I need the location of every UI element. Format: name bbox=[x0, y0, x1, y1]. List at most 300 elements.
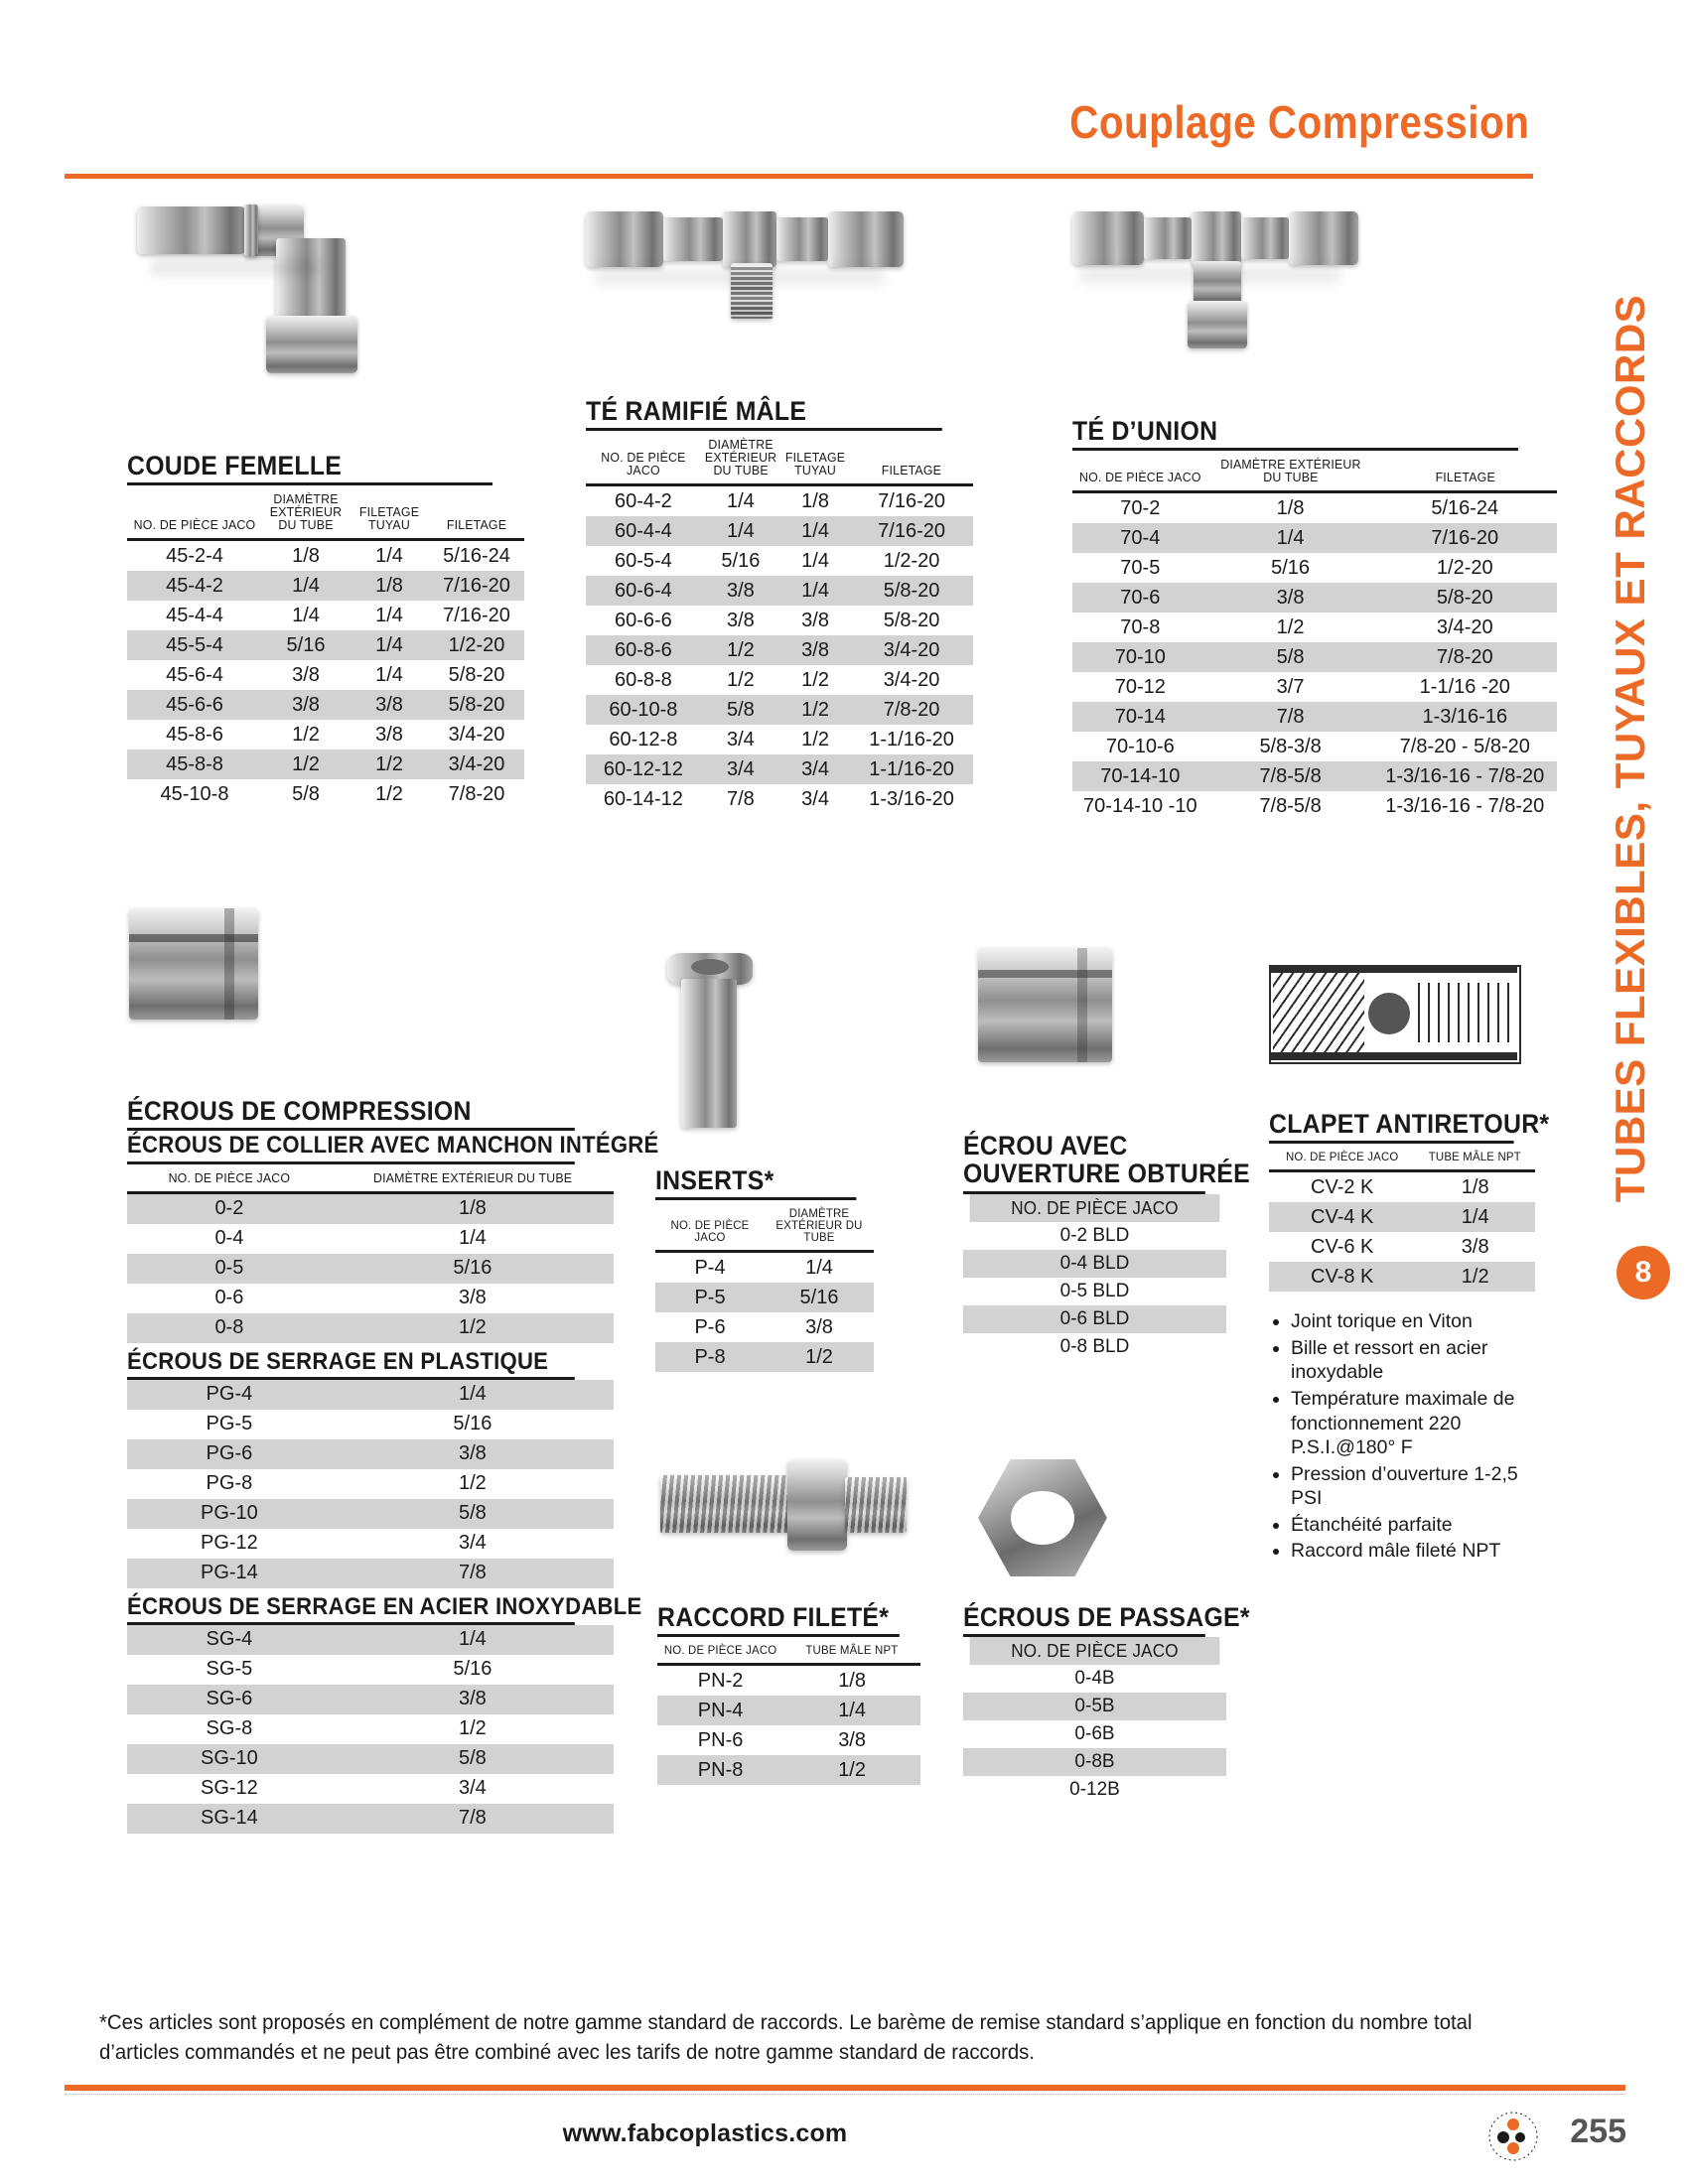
cell-tube-od: 3/8 bbox=[332, 1685, 614, 1714]
cell-tube-od: 5/8 bbox=[701, 695, 780, 725]
cell-tube-od: 5/16 bbox=[262, 630, 350, 660]
section-clapet-antiretour bbox=[1269, 1109, 1550, 1566]
cell-tube-od: 7/8 bbox=[332, 1804, 614, 1834]
cell-tube-od: 7/8 bbox=[1208, 702, 1373, 732]
cell-part-no: SG-8 bbox=[206, 1717, 253, 1740]
table-row bbox=[657, 1725, 920, 1755]
cell-pipe-thread: 1/4 bbox=[375, 544, 403, 567]
cell-part-no: 0-5 BLD bbox=[1059, 1280, 1130, 1301]
list-item: • Raccord mâle fileté NPT bbox=[1291, 1539, 1535, 1564]
table-row bbox=[127, 630, 524, 660]
cell-tube-od: 3/8 bbox=[1208, 583, 1373, 613]
raccord-filete-body bbox=[657, 1665, 920, 1786]
table-row bbox=[127, 1714, 614, 1744]
table-row bbox=[127, 660, 524, 690]
col-header-part-no: NO. DE PIÈCE JACO bbox=[670, 1218, 750, 1245]
cell-thread: 3/4-20 bbox=[883, 668, 940, 691]
table-row bbox=[586, 606, 973, 635]
cell-tube-od: 3/8 bbox=[726, 609, 755, 631]
table-row bbox=[127, 1559, 614, 1588]
inserts-table bbox=[655, 1200, 874, 1372]
cell-thread: 5/16-24 bbox=[443, 544, 510, 567]
cell-part-no: 0-6B bbox=[1074, 1723, 1115, 1745]
cell-part-no: 70-8 bbox=[1120, 615, 1161, 638]
col-header-part-no: NO. DE PIÈCE JACO bbox=[1285, 1150, 1399, 1164]
table-row bbox=[1072, 492, 1557, 524]
cell-pipe-thread: 3/8 bbox=[780, 635, 850, 665]
cell-pipe-thread: 3/8 bbox=[375, 723, 403, 746]
cell-tube-od: 5/16 bbox=[453, 1658, 492, 1681]
cell-part-no: CV-6 K bbox=[1311, 1235, 1374, 1258]
photo-inserts bbox=[655, 953, 765, 1137]
cell-tube-od: 1/8 bbox=[292, 544, 320, 567]
section-coude-femelle bbox=[127, 452, 524, 809]
table-row bbox=[127, 1284, 614, 1313]
cell-pipe-thread: 1/4 bbox=[350, 630, 429, 660]
cell-part-no: 0-6 BLD bbox=[963, 1305, 1226, 1333]
cell-thread: 5/8-20 bbox=[883, 609, 940, 631]
te-union-body bbox=[1072, 492, 1557, 822]
cell-thread: 7/8-20 - 5/8-20 bbox=[1399, 735, 1530, 757]
cell-part-no: 70-10-6 bbox=[1105, 735, 1175, 757]
ecrous-compression-body bbox=[127, 1192, 614, 1343]
cell-part-no: 0-8 bbox=[127, 1313, 332, 1343]
footer-website-url[interactable]: www.fabcoplastics.com bbox=[562, 2119, 848, 2147]
list-item: • Pression d’ouverture 1-2,5 PSI bbox=[1291, 1462, 1535, 1511]
cell-tube-od: 5/8 bbox=[332, 1744, 614, 1774]
cell-tube-od: 1/4 bbox=[292, 604, 320, 626]
te-union-table bbox=[1072, 451, 1557, 821]
te-union-title: TÉ D’UNION bbox=[1072, 417, 1518, 451]
cell-thread: 5/8-20 bbox=[448, 663, 505, 686]
cell-part-no: 60-4-4 bbox=[586, 516, 701, 546]
cell-tube-od: 5/16 bbox=[765, 1283, 874, 1312]
cell-tube-od: 7/8-5/8 bbox=[1259, 794, 1322, 817]
table-row bbox=[1072, 672, 1557, 702]
cell-part-no: 70-5 bbox=[1120, 556, 1161, 579]
cell-part-no: PG-4 bbox=[127, 1380, 332, 1410]
cell-tube-od: 3/8 bbox=[805, 1315, 833, 1338]
table-row bbox=[586, 754, 973, 784]
table-row bbox=[586, 665, 973, 695]
cell-pipe-thread: 1/2 bbox=[780, 695, 850, 725]
list-item: • Bille et ressort en acier inoxydable bbox=[1291, 1336, 1535, 1385]
table-row bbox=[655, 1312, 874, 1342]
cell-tube-od: 1/2 bbox=[262, 750, 350, 779]
cell-part-no: 45-4-2 bbox=[127, 571, 262, 601]
cell-thread: 1/2-20 bbox=[1436, 556, 1493, 579]
table-header-row bbox=[586, 431, 973, 485]
table-row bbox=[127, 1499, 614, 1529]
cell-tube-od: 1/2 bbox=[701, 635, 780, 665]
photo-coude-femelle bbox=[127, 199, 415, 397]
page-title: Couplage Compression bbox=[1068, 96, 1529, 148]
table-header-row bbox=[127, 485, 524, 540]
cell-tube-od: 1/2 bbox=[458, 1472, 487, 1495]
cell-part-no: SG-12 bbox=[200, 1777, 258, 1800]
table-row bbox=[657, 1665, 920, 1697]
cell-tube-od: 3/4 bbox=[726, 728, 755, 751]
table-row bbox=[1072, 523, 1557, 553]
cell-tube-od: 5/8-3/8 bbox=[1259, 735, 1322, 757]
cell-male-npt: 1/4 bbox=[1415, 1202, 1535, 1232]
table-row bbox=[1072, 761, 1557, 791]
table-row bbox=[1072, 732, 1557, 761]
cell-part-no: 0-6 bbox=[214, 1287, 244, 1309]
cell-thread: 1-3/16-16 - 7/8-20 bbox=[1385, 794, 1545, 817]
cell-part-no: 70-6 bbox=[1072, 583, 1208, 613]
cell-part-no: 60-6-6 bbox=[614, 609, 672, 631]
raccord-filete-table bbox=[657, 1637, 920, 1785]
cell-part-no: PG-8 bbox=[206, 1472, 253, 1495]
cell-tube-od: 3/8 bbox=[458, 1287, 487, 1309]
cell-thread: 7/8-20 bbox=[448, 782, 505, 805]
ecrou-obturee-title-line2: OUVERTURE OBTURÉE bbox=[963, 1160, 1205, 1193]
cell-pipe-thread: 1/4 bbox=[375, 663, 403, 686]
col-header-part-no: NO. DE PIÈCE JACO bbox=[601, 450, 686, 478]
cell-tube-od: 3/8 bbox=[292, 663, 320, 686]
col-header-tube-od: DIAMÈTRE EXTÉRIEUR DU TUBE bbox=[775, 1206, 863, 1245]
col-header-male-npt: TUBE MÂLE NPT bbox=[1429, 1150, 1522, 1164]
cell-part-no: 60-8-6 bbox=[586, 635, 701, 665]
cell-part-no: P-5 bbox=[655, 1283, 765, 1312]
table-row bbox=[586, 695, 973, 725]
ecrou-obturee-table bbox=[963, 1194, 1226, 1361]
cell-tube-od: 1/2 bbox=[765, 1342, 874, 1372]
table-row bbox=[586, 485, 973, 517]
cell-part-no: 60-12-8 bbox=[609, 728, 678, 751]
cell-pipe-thread: 1/4 bbox=[780, 576, 850, 606]
cell-pipe-thread: 3/4 bbox=[780, 754, 850, 784]
clapet-title: CLAPET ANTIRETOUR* bbox=[1269, 1110, 1514, 1144]
cell-male-npt: 1/4 bbox=[783, 1696, 920, 1725]
table-row bbox=[127, 1655, 614, 1685]
cell-part-no: SG-14 bbox=[127, 1804, 332, 1834]
cell-part-no: CV-8 K bbox=[1269, 1262, 1415, 1292]
table-header-row bbox=[963, 1637, 1226, 1665]
table-row bbox=[586, 516, 973, 546]
cell-part-no: P-6 bbox=[694, 1315, 726, 1338]
photo-te-ramifie-male bbox=[586, 204, 904, 387]
ecrous-passage-table bbox=[963, 1637, 1226, 1804]
cell-part-no: CV-4 K bbox=[1269, 1202, 1415, 1232]
cell-part-no: 45-8-6 bbox=[166, 723, 223, 746]
table-row bbox=[1072, 583, 1557, 613]
cell-thread: 5/8-20 bbox=[1373, 583, 1557, 613]
inserts-title: INSERTS* bbox=[655, 1166, 856, 1200]
section-ecrous-compression bbox=[127, 1096, 659, 1834]
cell-part-no: 60-8-8 bbox=[614, 668, 672, 691]
table-row bbox=[127, 1685, 614, 1714]
cell-tube-od: 3/4 bbox=[458, 1777, 487, 1800]
coude-femelle-body bbox=[127, 540, 524, 810]
cell-tube-od: 1/4 bbox=[458, 1227, 487, 1250]
cell-tube-od: 1/2 bbox=[332, 1313, 614, 1343]
cell-part-no: 70-2 bbox=[1120, 496, 1161, 519]
inserts-body bbox=[655, 1252, 874, 1373]
col-header-thread: FILETAGE bbox=[881, 463, 942, 478]
cell-thread: 1-3/16-16 - 7/8-20 bbox=[1373, 761, 1557, 791]
col-header-part-no: NO. DE PIÈCE JACO bbox=[970, 1194, 1220, 1222]
cell-part-no: CV-2 K bbox=[1311, 1175, 1374, 1198]
cell-part-no: 0-8 BLD bbox=[1059, 1335, 1130, 1357]
cell-pipe-thread: 3/8 bbox=[801, 609, 829, 631]
table-row bbox=[127, 1224, 614, 1254]
cell-thread: 5/8-20 bbox=[850, 576, 973, 606]
cell-tube-od: 1/4 bbox=[332, 1625, 614, 1655]
col-header-male-npt: TUBE MÂLE NPT bbox=[805, 1643, 899, 1658]
ecrous-inox-body bbox=[127, 1625, 614, 1834]
cell-pipe-thread: 1/2 bbox=[375, 782, 403, 805]
cell-male-npt: 1/2 bbox=[1415, 1262, 1535, 1292]
table-row bbox=[963, 1278, 1226, 1305]
cell-tube-od: 5/8 bbox=[1208, 642, 1373, 672]
table-row bbox=[1269, 1262, 1535, 1292]
col-header-part-no: NO. DE PIÈCE JACO bbox=[663, 1643, 777, 1658]
cell-male-npt: 1/8 bbox=[838, 1669, 866, 1692]
table-row bbox=[127, 1469, 614, 1499]
photo-te-union bbox=[1072, 204, 1360, 397]
table-row bbox=[127, 720, 524, 750]
cell-part-no: PN-2 bbox=[697, 1669, 744, 1692]
footer-divider bbox=[65, 2085, 1625, 2091]
cell-part-no: 0-12B bbox=[1069, 1779, 1120, 1801]
ecrous-collier-subtitle: ÉCROUS DE COLLIER AVEC MANCHON INTÉGRÉ bbox=[127, 1133, 575, 1163]
cell-tube-od: 3/4 bbox=[701, 754, 780, 784]
section-ecrous-passage bbox=[963, 1602, 1250, 1804]
table-row bbox=[655, 1252, 874, 1284]
cell-part-no: 70-10 bbox=[1072, 642, 1208, 672]
cell-part-no: 45-6-4 bbox=[166, 663, 223, 686]
cell-part-no: 0-2 BLD bbox=[1059, 1224, 1130, 1246]
cell-male-npt: 3/8 bbox=[1461, 1235, 1489, 1258]
section-te-ramifie-male bbox=[586, 397, 973, 814]
cell-thread: 3/4-20 bbox=[429, 750, 524, 779]
table-row bbox=[657, 1696, 920, 1725]
photo-raccord-filete bbox=[660, 1449, 909, 1578]
cell-thread: 3/4-20 bbox=[850, 635, 973, 665]
ecrous-passage-title: ÉCROUS DE PASSAGE* bbox=[963, 1603, 1205, 1637]
cell-tube-od: 3/4 bbox=[458, 1532, 487, 1555]
ecrous-inox-title: ÉCROUS DE SERRAGE EN ACIER INOXYDABLE bbox=[127, 1594, 575, 1625]
table-row bbox=[127, 1774, 614, 1804]
cell-part-no: PG-10 bbox=[127, 1499, 332, 1529]
cell-thread: 3/4-20 bbox=[448, 723, 505, 746]
ecrou-obturee-title-line1: ÉCROU AVEC bbox=[963, 1131, 1128, 1160]
cell-part-no: 45-2-4 bbox=[166, 544, 223, 567]
cell-part-no: 70-12 bbox=[1114, 675, 1166, 698]
ecrou-obturee-body bbox=[963, 1222, 1226, 1361]
table-row bbox=[1072, 791, 1557, 821]
cell-thread: 5/8-20 bbox=[429, 690, 524, 720]
col-header-thread: FILETAGE bbox=[446, 517, 507, 533]
table-row bbox=[127, 1529, 614, 1559]
cell-part-no: SG-5 bbox=[206, 1658, 253, 1681]
col-header-tube-od: DIAMÈTRE EXTÉRIEUR DU TUBE bbox=[372, 1169, 573, 1185]
table-header-row bbox=[655, 1200, 874, 1252]
cell-tube-od: 5/8 bbox=[332, 1499, 614, 1529]
cell-thread: 7/16-20 bbox=[443, 604, 510, 626]
section-number-badge: 8 bbox=[1617, 1246, 1670, 1299]
cell-part-no: 0-5 bbox=[127, 1254, 332, 1284]
cell-tube-od: 1/4 bbox=[726, 489, 755, 512]
cell-tube-od: 5/16 bbox=[1271, 556, 1311, 579]
table-row bbox=[127, 1192, 614, 1224]
col-header-tube-od: DIAMÈTRE EXTÉRIEUR DU TUBE bbox=[704, 437, 777, 478]
cell-part-no: 0-5B bbox=[963, 1693, 1226, 1720]
cell-tube-od: 5/16 bbox=[721, 549, 761, 572]
cell-tube-od: 1/4 bbox=[1208, 523, 1373, 553]
table-row bbox=[1269, 1202, 1535, 1232]
col-header-pipe-thread: FILETAGE TUYAU bbox=[358, 504, 420, 533]
coude-femelle-table bbox=[127, 485, 524, 809]
cell-thread: 3/4-20 bbox=[1436, 615, 1493, 638]
table-row bbox=[127, 1410, 614, 1439]
col-header-part-no: NO. DE PIÈCE JACO bbox=[168, 1169, 291, 1185]
cell-part-no: PG-6 bbox=[127, 1439, 332, 1469]
list-item: • Joint torique en Viton bbox=[1291, 1309, 1535, 1334]
photo-ecrous-passage bbox=[978, 1459, 1112, 1588]
cell-pipe-thread: 1/4 bbox=[780, 516, 850, 546]
table-header-row bbox=[1072, 451, 1557, 492]
cell-part-no: SG-6 bbox=[127, 1685, 332, 1714]
cell-part-no: SG-10 bbox=[127, 1744, 332, 1774]
cell-thread: 7/16-20 bbox=[1373, 523, 1557, 553]
cell-tube-od: 7/8 bbox=[726, 787, 755, 810]
table-row bbox=[1072, 613, 1557, 642]
cell-tube-od: 1/4 bbox=[262, 571, 350, 601]
table-header-row bbox=[1269, 1144, 1535, 1171]
cell-part-no: 45-10-8 bbox=[160, 782, 229, 805]
cell-tube-od: 1/4 bbox=[805, 1256, 833, 1279]
table-row bbox=[963, 1693, 1226, 1720]
ecrous-compression-table bbox=[127, 1164, 614, 1343]
fabco-logo-icon bbox=[1487, 2111, 1539, 2162]
raccord-filete-title: RACCORD FILETÉ* bbox=[657, 1603, 900, 1637]
cell-thread: 1-3/16-16 bbox=[1373, 702, 1557, 732]
cell-part-no: PN-6 bbox=[697, 1728, 744, 1751]
cell-pipe-thread: 1/8 bbox=[801, 489, 829, 512]
table-row bbox=[127, 1744, 614, 1774]
cell-part-no: 45-4-4 bbox=[166, 604, 223, 626]
footnote: *Ces articles sont proposés en complément de notre gamme standard de raccords. Le barème de remise standard s’applique en fonction du nombre total d’articles commandés et ne peut pas être combiné avec les tarifs de notre gamme standard de raccords. bbox=[99, 2011, 1473, 2064]
cell-tube-od: 1/4 bbox=[332, 1380, 614, 1410]
cell-part-no: 60-12-12 bbox=[586, 754, 701, 784]
table-header-row bbox=[963, 1194, 1226, 1222]
table-row bbox=[963, 1333, 1226, 1361]
te-ramifie-male-body bbox=[586, 485, 973, 815]
cell-part-no: SG-4 bbox=[127, 1625, 332, 1655]
table-row bbox=[655, 1283, 874, 1312]
cell-thread: 7/16-20 bbox=[878, 489, 945, 512]
cell-tube-od: 3/8 bbox=[262, 690, 350, 720]
cell-part-no: 70-14-10 bbox=[1072, 761, 1208, 791]
cell-part-no: 60-14-12 bbox=[603, 787, 683, 810]
footer-dotted-divider bbox=[65, 2093, 1625, 2095]
col-header-tube-od: DIAMÈTRE EXTÉRIEUR DU TUBE bbox=[1219, 457, 1361, 485]
col-header-part-no: NO. DE PIÈCE JACO bbox=[133, 517, 256, 533]
table-row bbox=[657, 1755, 920, 1785]
cell-pipe-thread: 1/4 bbox=[375, 604, 403, 626]
table-row bbox=[963, 1665, 1226, 1693]
table-row bbox=[127, 690, 524, 720]
table-row bbox=[586, 546, 973, 576]
section-raccord-filete bbox=[657, 1603, 920, 1785]
cell-tube-od: 7/8-5/8 bbox=[1208, 761, 1373, 791]
cell-pipe-thread: 1/8 bbox=[350, 571, 429, 601]
table-row bbox=[127, 1313, 614, 1343]
table-row bbox=[1072, 642, 1557, 672]
ecrous-inox-table bbox=[127, 1625, 614, 1834]
table-row bbox=[1072, 553, 1557, 583]
list-item: • Étanchéité parfaite bbox=[1291, 1513, 1535, 1538]
cell-part-no: 0-4 BLD bbox=[963, 1250, 1226, 1278]
page-number: 255 bbox=[1570, 2113, 1626, 2150]
table-row bbox=[655, 1342, 874, 1372]
cell-pipe-thread: 1/2 bbox=[801, 668, 829, 691]
photo-ecrou-obturee bbox=[978, 948, 1117, 1077]
col-header-thread: FILETAGE bbox=[1435, 470, 1495, 485]
table-row bbox=[1269, 1232, 1535, 1262]
cell-thread: 5/16-24 bbox=[1431, 496, 1499, 519]
table-row bbox=[586, 784, 973, 814]
table-row bbox=[963, 1748, 1226, 1776]
cell-tube-od: 1/2 bbox=[1276, 615, 1305, 638]
photo-ecrous-compression bbox=[129, 908, 263, 1032]
cell-thread: 1-1/16-20 bbox=[869, 728, 954, 751]
cell-part-no: P-8 bbox=[655, 1342, 765, 1372]
cell-thread: 1/2-20 bbox=[883, 549, 940, 572]
cell-part-no: 0-2 bbox=[127, 1192, 332, 1224]
ecrous-passage-body bbox=[963, 1665, 1226, 1804]
cell-part-no: P-4 bbox=[694, 1256, 726, 1279]
cell-part-no: 70-14 bbox=[1072, 702, 1208, 732]
table-row bbox=[963, 1222, 1226, 1250]
table-row bbox=[127, 750, 524, 779]
table-row bbox=[127, 601, 524, 630]
table-row bbox=[586, 576, 973, 606]
cell-male-npt: 1/8 bbox=[1461, 1175, 1489, 1198]
cell-thread: 7/16-20 bbox=[429, 571, 524, 601]
table-row bbox=[127, 779, 524, 809]
cell-part-no: PN-8 bbox=[657, 1755, 783, 1785]
table-header-row bbox=[127, 1164, 614, 1193]
cell-part-no: 60-10-8 bbox=[586, 695, 701, 725]
list-item: • Température maximale de fonctionnement 220 P.S.I.@180° F bbox=[1291, 1387, 1535, 1460]
cell-part-no: 0-4B bbox=[1074, 1668, 1115, 1690]
table-row bbox=[963, 1305, 1226, 1333]
cell-part-no: 60-6-4 bbox=[586, 576, 701, 606]
cell-part-no: 0-8B bbox=[963, 1748, 1226, 1776]
cell-tube-od: 3/8 bbox=[701, 576, 780, 606]
col-header-tube-od: DIAMÈTRE EXTÉRIEUR DU TUBE bbox=[269, 491, 343, 533]
ecrous-plastique-title: ÉCROUS DE SERRAGE EN PLASTIQUE bbox=[127, 1349, 575, 1380]
table-row bbox=[1072, 702, 1557, 732]
table-row bbox=[127, 571, 524, 601]
cell-thread: 7/8-20 bbox=[850, 695, 973, 725]
coude-femelle-title: COUDE FEMELLE bbox=[127, 452, 492, 485]
table-row bbox=[963, 1720, 1226, 1748]
cell-thread: 1-3/16-20 bbox=[869, 787, 954, 810]
cell-tube-od: 7/8 bbox=[332, 1559, 614, 1588]
cell-tube-od: 5/16 bbox=[453, 1413, 492, 1435]
cell-thread: 1-1/16 -20 bbox=[1419, 675, 1510, 698]
table-row bbox=[127, 1804, 614, 1834]
clapet-feature-list bbox=[1269, 1309, 1535, 1564]
clapet-body bbox=[1269, 1171, 1535, 1293]
section-tab bbox=[1607, 294, 1680, 1251]
section-inserts bbox=[655, 1166, 874, 1372]
